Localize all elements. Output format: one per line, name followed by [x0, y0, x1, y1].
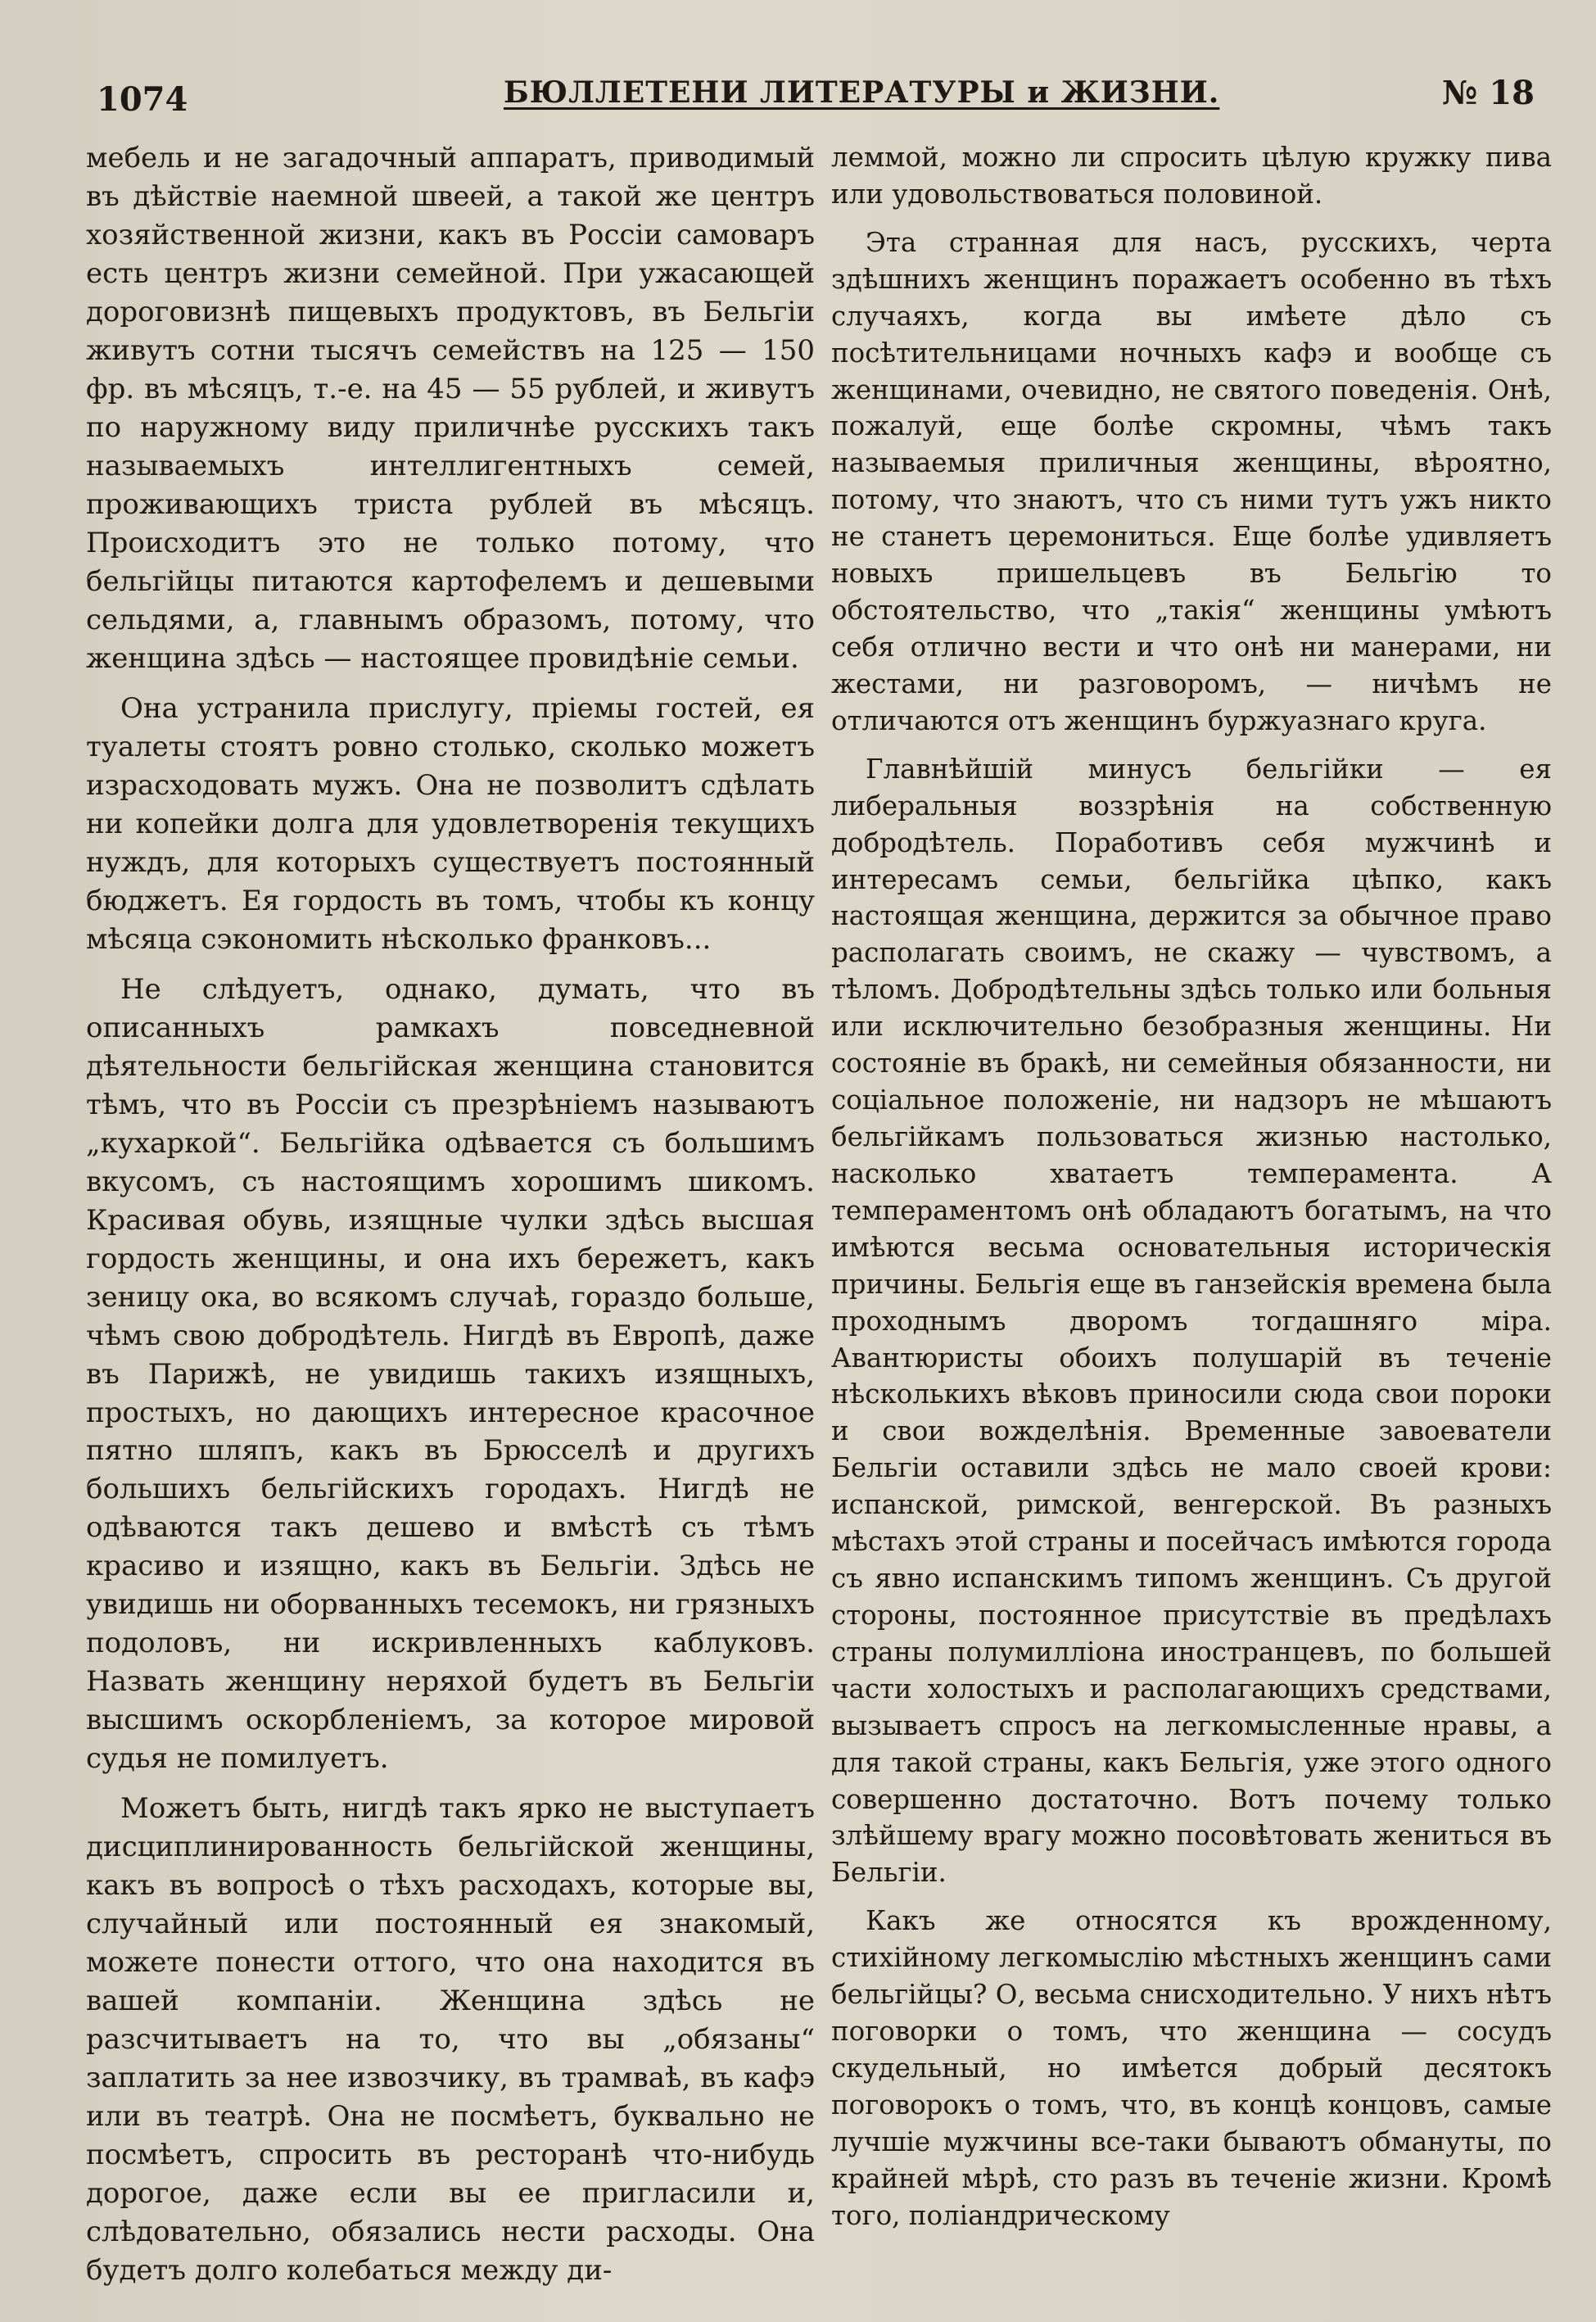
running-header: [82, 59, 1547, 124]
right-column: [831, 139, 1552, 2234]
paragraph: Какъ же относятся къ врожденному, стихійному легкомыслію мѣстныхъ женщинъ сами бельгійцы? О, весьма снисходительно. У нихъ нѣтъ поговорки о томъ, что женщина — сосудъ скудельный, но имѣется добрый десятокъ поговорокъ о томъ, что, въ концѣ концовъ, самые лучшіе мужчины все-таки бываютъ обмануты, по крайней мѣрѣ, сто разъ въ теченіе жизни. Кромѣ того, поліандрическому: [831, 1905, 1552, 2231]
paragraph: Эта странная для насъ, русскихъ, черта здѣшнихъ женщинъ поражаетъ особенно въ тѣхъ случаяхъ, когда вы имѣете дѣло съ посѣтительницами ночныхъ кафэ и вообще съ женщинами, очевидно, не святого поведенія. Онѣ, пожалуй, еще болѣе скромны, чѣмъ такъ называемыя приличныя женщины, вѣроятно, потому, что знаютъ, что съ ними тутъ ужъ никто не станетъ церемониться. Еще болѣе удивляетъ новыхъ пришельцевъ въ Бельгію то обстоятельство, что „такія“ женщины умѣютъ себя отлично вести и что онѣ ни манерами, ни жестами, ни разговоромъ, — ничѣмъ не отличаются отъ женщинъ буржуазнаго круга.: [831, 226, 1552, 736]
issue-number: № 18: [1441, 74, 1535, 112]
paragraph: Главнѣйшій минусъ бельгійки — ея либеральныя воззрѣнія на собственную добродѣтель. Поработивъ себя мужчинѣ и интересамъ семьи, бельгійка цѣпко, какъ настоящая женщина, держится за обычное право располагать своимъ, не скажу — чувствомъ, а тѣломъ. Добродѣтельны здѣсь только или больныя или исключительно безобразныя женщины. Ни состояніе въ бракѣ, ни семейныя обязанности, ни соціальное положеніе, ни надзоръ не мѣшаютъ бельгійкамъ пользоваться жизнью настолько, насколько хватаетъ темперамента. А темпераментомъ онѣ обладаютъ богатымъ, на что имѣются весьма основательныя историческія причины. Бельгія еще въ ганзейскія времена была проходнымъ дворомъ тогдашняго міра. Авантюристы обоихъ полушарій въ теченіе нѣсколькихъ вѣковъ приносили сюда свои пороки и свои вожделѣнія. Временные завоеватели Бельгіи оставили здѣсь не мало своей крови: испанской, римской, венгерской. Въ разныхъ мѣстахъ этой страны и посейчасъ имѣются города съ явно испанскимъ типомъ женщинъ. Съ другой стороны, постоянное присутствіе въ предѣлахъ страны полумилліона иностранцевъ, по большей части холостыхъ и располагающихъ средствами, вызываетъ спросъ на легкомысленные нравы, а для такой страны, какъ Бельгія, уже этого одного совершенно достаточно. Вотъ почему только злѣйшему врагу можно посовѣтовать жениться въ Бельгіи.: [831, 753, 1552, 1889]
paragraph: Не слѣдуетъ, однако, думать, что въ описанныхъ рамкахъ повседневной дѣятельности бельгійская женщина становится тѣмъ, что въ Россіи съ презрѣніемъ называютъ „кухаркой“. Бельгійка одѣвается съ большимъ вкусомъ, съ настоящимъ хорошимъ шикомъ. Красивая обувь, изящные чулки здѣсь высшая гордость женщины, и она ихъ бережетъ, какъ зеницу ока, во всякомъ случаѣ, гораздо больше, чѣмъ свою добродѣтель. Нигдѣ въ Европѣ, даже въ Парижѣ, не увидишь такихъ изящныхъ, простыхъ, но дающихъ интересное красочное пятно шляпъ, какъ въ Брюсселѣ и другихъ большихъ бельгійскихъ городахъ. Нигдѣ не одѣваются такъ дешево и вмѣстѣ съ тѣмъ красиво и изящно, какъ въ Бельгіи. Здѣсь не увидишь ни оборванныхъ тесемокъ, ни грязныхъ подоловъ, ни искривленныхъ каблуковъ. Назвать женщину неряхой будетъ въ Бельгіи высшимъ оскорбленіемъ, за которое мировой судья не помилуетъ.: [86, 972, 815, 1776]
paragraph: мебель и не загадочный аппаратъ, приводимый въ дѣйствіе наемной швеей, а такой же центръ хозяйственной жизни, какъ въ Россіи самоваръ есть центръ жизни семейной. При ужасающей дороговизнѣ пищевыхъ продуктовъ, въ Бельгіи живутъ сотни тысячъ семействъ на 125 — 150 фр. въ мѣсяцъ, т.-е. на 45 — 55 рублей, и живутъ по наружному виду приличнѣе русскихъ такъ называемыхъ интеллигентныхъ семей, проживающихъ триста рублей въ мѣсяцъ. Происходитъ это не только потому, что бельгійцы питаются картофелемъ и дешевыми сельдями, а, главнымъ образомъ, потому, что женщина здѣсь — настоящее провидѣніе семьи.: [86, 142, 815, 675]
paragraph: Можетъ быть, нигдѣ такъ ярко не выступаетъ дисциплинированность бельгійской женщины, какъ въ вопросѣ о тѣхъ расходахъ, которые вы, случайный или постоянный ея знакомый, можете понести оттого, что она находится въ вашей компаніи. Женщина здѣсь не разсчитываетъ на то, что вы „обязаны“ заплатить за нее извозчику, въ трамваѣ, въ кафэ или въ театрѣ. Она не посмѣетъ, буквально не посмѣетъ, спросить въ ресторанѣ что-нибудь дорогое, даже если вы ее пригласили и, слѣдовательно, обязались нести расходы. Она будетъ долго колебаться между ди-: [86, 1792, 815, 2288]
paragraph: Она устранила прислугу, пріемы гостей, ея туалеты стоятъ ровно столько, сколько можетъ израсходовать мужъ. Она не позволитъ сдѣлать ни копейки долга для удовлетворенія текущихъ нуждъ, для которыхъ существуетъ постоянный бюджетъ. Ея гордость въ томъ, чтобы къ концу мѣсяца сэкономить нѣсколько франковъ...: [86, 691, 815, 956]
journal-title: БЮЛЛЕТЕНИ ЛИТЕРАТУРЫ и ЖИЗНИ.: [504, 75, 1220, 110]
paragraph: леммой, можно ли спросить цѣлую кружку пива или удовольствоваться половиной.: [831, 142, 1552, 210]
left-column: [86, 139, 815, 2290]
page-number: 1074: [97, 80, 188, 119]
